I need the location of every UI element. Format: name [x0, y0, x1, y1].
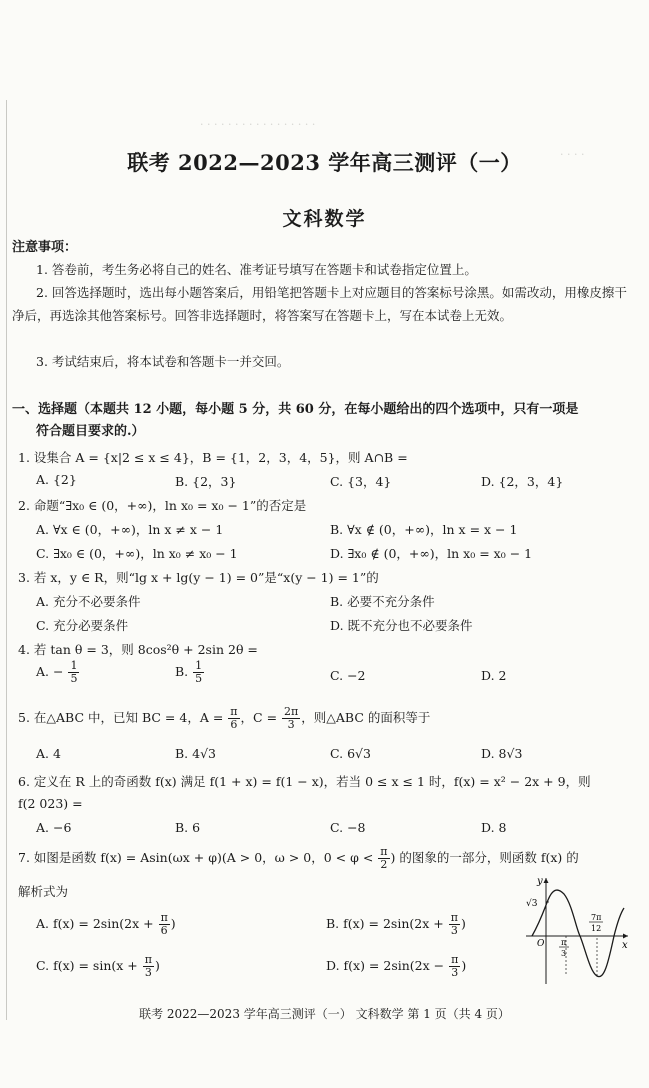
y-axis-arrow [544, 878, 549, 883]
notice-heading: 注意事项： [12, 240, 78, 255]
page-footer: 联考 2022—2023 学年高三测评（一） 文科数学 第 1 页（共 4 页） [139, 1007, 510, 1021]
fraction-denominator: 5 [195, 672, 203, 685]
bleed-through-text: · · · · · · · · · · · · · · · · · [200, 118, 316, 131]
q1-option-b: B. {2，3} [175, 474, 237, 489]
question-4-stem: 4. 若 tan θ = 3，则 8cos²θ + 2sin 2θ = [18, 642, 258, 657]
notice-text: 3. 考试结束后，将本试卷和答题卡一并交回。 [36, 354, 290, 369]
q7-option-d-fraction [449, 954, 460, 979]
q2-option-d: D. ∃x₀ ∉ (0，+∞)，ln x₀ = x₀ − 1 [330, 546, 533, 561]
fraction-numerator: π [230, 705, 238, 718]
origin-label: O [537, 939, 545, 949]
y-axis-label: y [537, 876, 543, 887]
q4-option-b-prefix: B. [175, 664, 189, 679]
fraction-denominator: 3 [451, 966, 459, 979]
q7-option-b-fraction [449, 912, 460, 937]
notice-text: 2. 回答选择题时，选出每小题答案后，用铅笔把答题卡上对应题目的答案标号涂黑。如需改动，用橡皮擦干净后，再选涂其他答案标号。回答非选择题时，将答案写在答题卡上，写在本试卷上无效。 [12, 285, 627, 323]
x-tick2-denominator: 12 [591, 924, 602, 933]
q5-option-b: B. 4√3 [175, 746, 217, 761]
q7-option-a-post: ) [170, 916, 176, 931]
fraction-numerator: 2π [284, 705, 299, 718]
fraction-numerator: π [160, 911, 168, 924]
fraction-numerator: 1 [195, 659, 203, 672]
q3-option-c: C. 充分必要条件 [36, 618, 129, 633]
q7-option-c [36, 954, 160, 979]
q7-option-a-fraction [159, 912, 170, 937]
q6-option-d: D. 8 [481, 820, 507, 835]
q5-angle-c-fraction [282, 706, 300, 731]
q3-option-d: D. 既不充分也不必要条件 [330, 618, 473, 633]
q5-option-a: A. 4 [36, 746, 61, 761]
notice-item [12, 350, 638, 373]
x-tick2-numerator: 7π [591, 913, 602, 922]
q1-option-d: D. {2，3，4} [481, 474, 564, 489]
question-6-stem-line1: 6. 定义在 R 上的奇函数 f(x) 满足 f(1 + x) = f(1 − x)，若当 0 ≤ x ≤ 1 时，f(x) = x² − 2x + 9，则 [18, 774, 591, 789]
fraction-numerator: π [144, 953, 152, 966]
fraction-denominator: 3 [287, 718, 295, 731]
bleed-through-text: · · · · [560, 148, 585, 161]
q6-option-b: B. 6 [175, 820, 201, 835]
q7-option-c-fraction [143, 954, 154, 979]
fraction-denominator: 6 [230, 718, 238, 731]
q7-sine-graph [522, 872, 632, 988]
exam-subtitle: 文科数学 [282, 208, 367, 230]
fraction-denominator: 6 [160, 924, 168, 937]
q5-option-c: C. 6√3 [330, 746, 371, 761]
q7-option-a [36, 912, 176, 937]
fraction-denominator: 2 [380, 858, 388, 871]
fraction-denominator: 3 [144, 966, 152, 979]
q5-angle-a-fraction [228, 706, 239, 731]
q7-option-c-post: ) [154, 958, 160, 973]
q5-stem-part2: ，C = [240, 710, 278, 725]
q7-option-b-pre: B. f(x) = 2sin(2x + [326, 916, 444, 931]
fraction-denominator: 3 [450, 924, 458, 937]
q5-option-d: D. 8√3 [481, 746, 523, 761]
notice-text: 1. 答卷前，考生务必将自己的姓名、准考证号填写在答题卡和试卷指定位置上。 [36, 262, 477, 277]
question-6-stem-line2: f(2 023) = [18, 796, 83, 811]
q7-phi-bound-fraction [378, 846, 389, 871]
question-7-stem-line2: 解析式为 [18, 884, 69, 899]
question-5-stem [18, 706, 638, 731]
q2-option-c: C. ∃x₀ ∈ (0，+∞)，ln x₀ ≠ x₀ − 1 [36, 546, 238, 561]
q5-stem-part1: 5. 在△ABC 中，已知 BC = 4，A = [18, 710, 224, 725]
q7-option-b-post: ) [460, 916, 466, 931]
y-tick-label: √3 [526, 899, 538, 909]
q4-option-c: C. −2 [330, 668, 366, 683]
q7-option-c-pre: C. f(x) = sin(x + [36, 958, 138, 973]
scan-edge-line [6, 100, 7, 1020]
q1-option-a: A. {2} [36, 472, 77, 487]
x-axis-label: x [622, 940, 628, 951]
fraction-numerator: π [451, 953, 459, 966]
q7-option-d-pre: D. f(x) = 2sin(2x − [326, 958, 445, 973]
q6-option-a: A. −6 [36, 820, 72, 835]
x-axis-arrow [623, 934, 628, 939]
q3-option-a: A. 充分不必要条件 [36, 594, 141, 609]
q4-option-a-fraction [68, 660, 79, 685]
q4-option-a-prefix: A. − [36, 664, 64, 679]
x-tick1-numerator: π [561, 938, 567, 947]
q7-stem-part2: ) 的图象的一部分，则函数 f(x) 的 [390, 850, 579, 865]
section-heading-line1: 一、选择题（本题共 12 小题，每小题 5 分，共 60 分，在每小题给出的四个选项中，只有一项是 [12, 402, 579, 417]
q4-option-b [175, 660, 205, 685]
fraction-numerator: π [450, 911, 458, 924]
q7-option-d [326, 954, 466, 979]
q4-option-a [36, 660, 80, 685]
notice-item [12, 258, 638, 281]
fraction-numerator: 1 [70, 659, 78, 672]
section-heading-line2: 符合题目要求的.） [36, 424, 145, 439]
q4-option-b-fraction [193, 660, 204, 685]
q2-option-b: B. ∀x ∉ (0，+∞)，ln x = x − 1 [330, 522, 518, 537]
question-1-stem: 1. 设集合 A = {x|2 ≤ x ≤ 4}，B = {1，2，3，4，5}，则 A∩B = [18, 450, 408, 465]
notice-item [12, 281, 638, 327]
question-2-stem: 2. 命题“∃x₀ ∈ (0，+∞)，ln x₀ = x₀ − 1”的否定是 [18, 498, 307, 513]
x-tick1-denominator: 3 [561, 949, 567, 958]
question-3-stem: 3. 若 x，y ∈ R，则“lg x + lg(y − 1) = 0”是“x(y − 1) = 1”的 [18, 570, 379, 585]
q6-option-c: C. −8 [330, 820, 366, 835]
q7-option-a-pre: A. f(x) = 2sin(2x + [36, 916, 154, 931]
q1-option-c: C. {3，4} [330, 474, 392, 489]
q5-stem-part3: ，则△ABC 的面积等于 [301, 710, 431, 725]
q7-option-d-post: ) [461, 958, 467, 973]
q3-option-b: B. 必要不充分条件 [330, 594, 435, 609]
section-heading [12, 399, 638, 443]
exam-title: 联考 2022—2023 学年高三测评（一） [127, 150, 522, 175]
fraction-denominator: 5 [70, 672, 78, 685]
q4-option-d: D. 2 [481, 668, 507, 683]
fraction-numerator: π [380, 845, 388, 858]
q7-stem-part1: 7. 如图是函数 f(x) = Asin(ωx + φ)(A > 0，ω > 0，0 < φ < [18, 850, 374, 865]
q2-option-a: A. ∀x ∈ (0，+∞)，ln x ≠ x − 1 [36, 522, 224, 537]
q7-option-b [326, 912, 466, 937]
question-7-stem-line1 [18, 846, 638, 871]
